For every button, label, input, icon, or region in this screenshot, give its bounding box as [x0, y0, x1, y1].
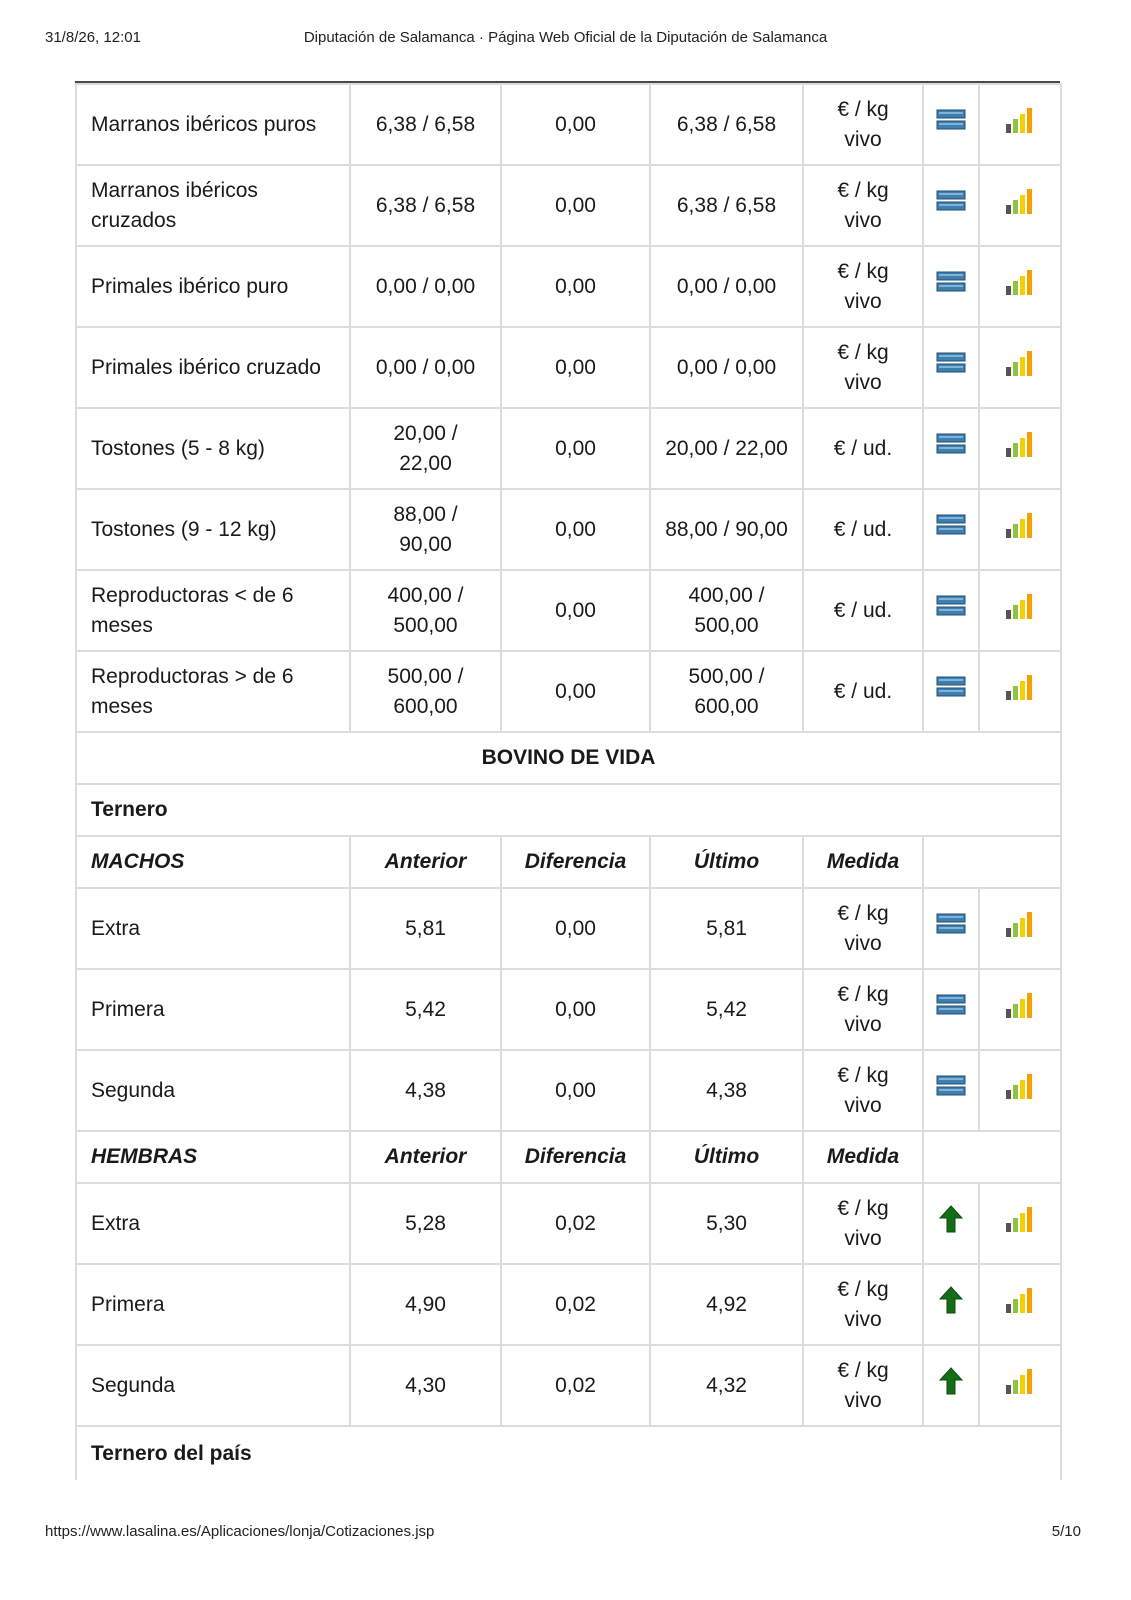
trend-cell — [923, 165, 979, 246]
last-price: 4,92 — [650, 1264, 803, 1345]
previous-price: 0,00 / 0,00 — [350, 246, 501, 327]
table-row — [76, 651, 1061, 732]
last-price: 5,30 — [650, 1183, 803, 1264]
unit: € / ud. — [803, 570, 923, 651]
bar-chart-icon — [1004, 1205, 1036, 1233]
bar-chart-icon — [1004, 910, 1036, 938]
col-header-ultimo: Último — [650, 836, 803, 888]
last-price: 4,32 — [650, 1345, 803, 1426]
column-header-row — [76, 1131, 1061, 1183]
stable-trend-icon — [936, 913, 966, 935]
unit: € / kg vivo — [803, 165, 923, 246]
price-difference: 0,00 — [501, 408, 650, 489]
col-header-empty — [923, 1131, 1061, 1183]
table-row — [76, 246, 1061, 327]
trend-cell — [923, 1345, 979, 1426]
price-difference: 0,00 — [501, 1050, 650, 1131]
last-price: 0,00 / 0,00 — [650, 246, 803, 327]
price-difference: 0,02 — [501, 1345, 650, 1426]
column-header-row — [76, 836, 1061, 888]
history-chart-cell[interactable] — [979, 969, 1061, 1050]
table-row — [76, 1264, 1061, 1345]
table-row — [76, 489, 1061, 570]
product-name: Extra — [76, 888, 350, 969]
product-name: Marranos ibéricos puros — [76, 84, 350, 165]
bar-chart-icon — [1004, 511, 1036, 539]
previous-price: 500,00 / 600,00 — [350, 651, 501, 732]
print-header — [0, 0, 1131, 70]
up-arrow-icon — [939, 1367, 963, 1395]
bar-chart-icon — [1004, 673, 1036, 701]
unit: € / kg vivo — [803, 1264, 923, 1345]
product-name: Primera — [76, 969, 350, 1050]
trend-cell — [923, 651, 979, 732]
col-header-diferencia: Diferencia — [501, 836, 650, 888]
price-difference: 0,02 — [501, 1264, 650, 1345]
trend-cell — [923, 1050, 979, 1131]
unit: € / ud. — [803, 651, 923, 732]
stable-trend-icon — [936, 352, 966, 374]
prices-table — [75, 83, 1062, 1480]
product-name: Segunda — [76, 1050, 350, 1131]
last-price: 500,00 / 600,00 — [650, 651, 803, 732]
price-difference: 0,00 — [501, 651, 650, 732]
table-row — [76, 1050, 1061, 1131]
bar-chart-icon — [1004, 1286, 1036, 1314]
product-name: Reproductoras > de 6 meses — [76, 651, 350, 732]
section-title: BOVINO DE VIDA — [76, 732, 1061, 784]
price-difference: 0,00 — [501, 165, 650, 246]
history-chart-cell[interactable] — [979, 1345, 1061, 1426]
price-difference: 0,00 — [501, 327, 650, 408]
group-label: HEMBRAS — [76, 1131, 350, 1183]
last-price: 0,00 / 0,00 — [650, 327, 803, 408]
price-difference: 0,00 — [501, 888, 650, 969]
table-row — [76, 408, 1061, 489]
unit: € / kg vivo — [803, 1345, 923, 1426]
last-price: 20,00 / 22,00 — [650, 408, 803, 489]
bar-chart-icon — [1004, 106, 1036, 134]
bar-chart-icon — [1004, 1072, 1036, 1100]
price-difference: 0,00 — [501, 969, 650, 1050]
previous-price: 4,30 — [350, 1345, 501, 1426]
trend-cell — [923, 489, 979, 570]
col-header-anterior: Anterior — [350, 1131, 501, 1183]
table-row — [76, 969, 1061, 1050]
col-header-empty — [923, 836, 1061, 888]
page-title: Diputación de Salamanca · Página Web Oficial de la Diputación de Salamanca — [303, 29, 828, 46]
previous-price: 4,38 — [350, 1050, 501, 1131]
history-chart-cell[interactable] — [979, 570, 1061, 651]
col-header-diferencia: Diferencia — [501, 1131, 650, 1183]
trend-cell — [923, 408, 979, 489]
product-name: Primera — [76, 1264, 350, 1345]
trend-cell — [923, 570, 979, 651]
subsection-row — [76, 784, 1061, 836]
previous-price: 400,00 / 500,00 — [350, 570, 501, 651]
table-row — [76, 327, 1061, 408]
product-name: Reproductoras < de 6 meses — [76, 570, 350, 651]
bar-chart-icon — [1004, 430, 1036, 458]
col-header-medida: Medida — [803, 836, 923, 888]
history-chart-cell[interactable] — [979, 165, 1061, 246]
history-chart-cell[interactable] — [979, 651, 1061, 732]
product-name: Tostones (5 - 8 kg) — [76, 408, 350, 489]
history-chart-cell[interactable] — [979, 408, 1061, 489]
stable-trend-icon — [936, 109, 966, 131]
bar-chart-icon — [1004, 991, 1036, 1019]
trend-cell — [923, 84, 979, 165]
history-chart-cell[interactable] — [979, 327, 1061, 408]
subsection-title: Ternero del país — [76, 1426, 1061, 1480]
stable-trend-icon — [936, 271, 966, 293]
bar-chart-icon — [1004, 187, 1036, 215]
previous-price: 20,00 / 22,00 — [350, 408, 501, 489]
product-name: Segunda — [76, 1345, 350, 1426]
unit: € / ud. — [803, 408, 923, 489]
history-chart-cell[interactable] — [979, 1264, 1061, 1345]
history-chart-cell[interactable] — [979, 489, 1061, 570]
previous-price: 88,00 / 90,00 — [350, 489, 501, 570]
up-arrow-icon — [939, 1205, 963, 1233]
last-price: 88,00 / 90,00 — [650, 489, 803, 570]
history-chart-cell[interactable] — [979, 888, 1061, 969]
page-number: 5/10 — [1051, 1523, 1081, 1540]
bar-chart-icon — [1004, 1367, 1036, 1395]
previous-price: 6,38 / 6,58 — [350, 165, 501, 246]
table-row — [76, 1183, 1061, 1264]
previous-price: 4,90 — [350, 1264, 501, 1345]
product-name: Extra — [76, 1183, 350, 1264]
trend-cell — [923, 246, 979, 327]
product-name: Primales ibérico puro — [76, 246, 350, 327]
previous-price: 5,81 — [350, 888, 501, 969]
price-difference: 0,00 — [501, 570, 650, 651]
bar-chart-icon — [1004, 349, 1036, 377]
unit: € / kg vivo — [803, 84, 923, 165]
bar-chart-icon — [1004, 268, 1036, 296]
history-chart-cell[interactable] — [979, 1050, 1061, 1131]
group-label: MACHOS — [76, 836, 350, 888]
last-price: 4,38 — [650, 1050, 803, 1131]
previous-price: 6,38 / 6,58 — [350, 84, 501, 165]
unit: € / kg vivo — [803, 1050, 923, 1131]
section-row — [76, 732, 1061, 784]
stable-trend-icon — [936, 994, 966, 1016]
up-arrow-icon — [939, 1286, 963, 1314]
price-difference: 0,02 — [501, 1183, 650, 1264]
col-header-medida: Medida — [803, 1131, 923, 1183]
product-name: Tostones (9 - 12 kg) — [76, 489, 350, 570]
trend-cell — [923, 327, 979, 408]
stable-trend-icon — [936, 514, 966, 536]
product-name: Marranos ibéricos cruzados — [76, 165, 350, 246]
previous-price: 0,00 / 0,00 — [350, 327, 501, 408]
price-difference: 0,00 — [501, 246, 650, 327]
last-price: 400,00 / 500,00 — [650, 570, 803, 651]
price-difference: 0,00 — [501, 489, 650, 570]
unit: € / kg vivo — [803, 1183, 923, 1264]
stable-trend-icon — [936, 190, 966, 212]
last-price: 6,38 / 6,58 — [650, 165, 803, 246]
history-chart-cell[interactable] — [979, 84, 1061, 165]
unit: € / kg vivo — [803, 969, 923, 1050]
trend-cell — [923, 1183, 979, 1264]
subsection-row — [76, 1426, 1061, 1480]
page-url: https://www.lasalina.es/Aplicaciones/lonja/Cotizaciones.jsp — [45, 1523, 435, 1540]
last-price: 5,81 — [650, 888, 803, 969]
last-price: 5,42 — [650, 969, 803, 1050]
trend-cell — [923, 969, 979, 1050]
stable-trend-icon — [936, 595, 966, 617]
price-difference: 0,00 — [501, 84, 650, 165]
stable-trend-icon — [936, 676, 966, 698]
unit: € / kg vivo — [803, 327, 923, 408]
product-name: Primales ibérico cruzado — [76, 327, 350, 408]
stable-trend-icon — [936, 433, 966, 455]
trend-cell — [923, 888, 979, 969]
previous-price: 5,28 — [350, 1183, 501, 1264]
unit: € / kg vivo — [803, 888, 923, 969]
bar-chart-icon — [1004, 592, 1036, 620]
table-row — [76, 84, 1061, 165]
stable-trend-icon — [936, 1075, 966, 1097]
trend-cell — [923, 1264, 979, 1345]
table-row — [76, 1345, 1061, 1426]
subsection-title: Ternero — [76, 784, 1061, 836]
print-date: 31/8/26, 12:01 — [45, 29, 141, 46]
table-row — [76, 570, 1061, 651]
unit: € / ud. — [803, 489, 923, 570]
col-header-anterior: Anterior — [350, 836, 501, 888]
history-chart-cell[interactable] — [979, 1183, 1061, 1264]
table-row — [76, 165, 1061, 246]
last-price: 6,38 / 6,58 — [650, 84, 803, 165]
table-row — [76, 888, 1061, 969]
unit: € / kg vivo — [803, 246, 923, 327]
col-header-ultimo: Último — [650, 1131, 803, 1183]
history-chart-cell[interactable] — [979, 246, 1061, 327]
previous-price: 5,42 — [350, 969, 501, 1050]
